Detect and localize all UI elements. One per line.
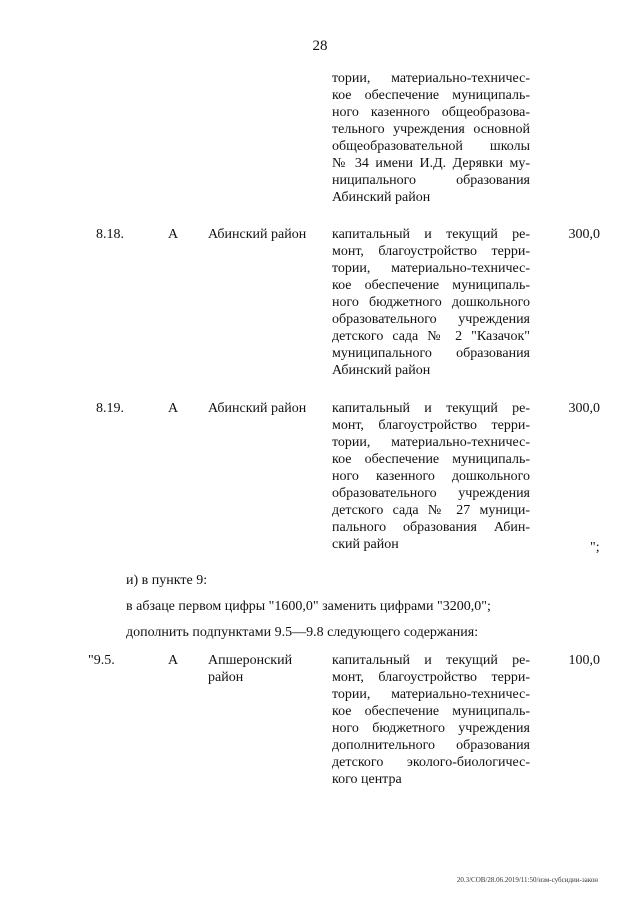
text-line: монт, благоустройство терри- (332, 670, 530, 685)
closing-quote-mark: "; (590, 540, 600, 555)
text-line: кое обеспечение муниципаль- (332, 452, 530, 467)
continued-description (332, 70, 530, 206)
row-district (208, 652, 326, 686)
amendment-paragraph: и) в пункте 9: (126, 573, 208, 588)
text-line: тории, материально-техничес- (332, 687, 530, 702)
text-line: ниципального образования (332, 173, 530, 188)
text-line: образовательного учреждения (332, 486, 530, 501)
row-description (332, 400, 530, 553)
row-category: А (168, 401, 179, 416)
text-line: ного бюджетного учреждения (332, 721, 530, 736)
text-line: капитальный и текущий ре- (332, 401, 530, 416)
text-line: № 34 имени И.Д. Дерявки му- (332, 156, 530, 171)
text-line: кое обеспечение муниципаль- (332, 88, 530, 103)
text-line: детского сада № 27 муници- (332, 503, 530, 518)
row-amount: 100,0 (568, 653, 600, 668)
text-line: монт, благоустройство терри- (332, 244, 530, 259)
amendment-paragraph: в абзаце первом цифры "1600,0" заменить цифрами "3200,0"; (126, 599, 491, 614)
text-line: пального образования Абин- (332, 520, 530, 535)
row-description (332, 226, 530, 379)
text-line: ного казенного дошкольного (332, 469, 530, 484)
row-number: "9.5. (88, 653, 115, 668)
row-number: 8.19. (96, 401, 124, 416)
row-category: А (168, 653, 179, 668)
district-line: район (208, 670, 244, 685)
text-line: кое обеспечение муниципаль- (332, 704, 530, 719)
district-line: Апшеронский (208, 653, 293, 668)
text-line: тории, материально-техничес- (332, 71, 530, 86)
text-line: Абинский район (332, 363, 431, 378)
row-amount: 300,0 (568, 227, 600, 242)
text-line: ного казенного общеобразова- (332, 105, 530, 120)
text-line: образовательного учреждения (332, 312, 530, 327)
text-line: Абинский район (332, 190, 431, 205)
text-line: капитальный и текущий ре- (332, 227, 530, 242)
row-number: 8.18. (96, 227, 124, 242)
row-category: А (168, 227, 179, 242)
text-line: тории, материально-техничес- (332, 261, 530, 276)
district-line: Абинский район (208, 227, 307, 242)
text-line: ский район (332, 537, 399, 552)
text-line: дополнительного образования (332, 738, 530, 753)
row-description (332, 652, 530, 788)
text-line: капитальный и текущий ре- (332, 653, 530, 668)
text-line: общеобразовательной школы (332, 139, 530, 154)
amendment-paragraph: дополнить подпунктами 9.5—9.8 следующего содержания: (126, 625, 479, 640)
text-line: монт, благоустройство терри- (332, 418, 530, 433)
document-footer: 20.3/СОВ/28.06.2019/11:50/изм-субсидии-закон (456, 876, 598, 884)
text-line: кого центра (332, 772, 402, 787)
text-line: тельного учреждения основной (332, 122, 530, 137)
row-district (208, 226, 326, 243)
row-amount: 300,0 (568, 401, 600, 416)
text-line: детского сада № 2 "Казачок" (332, 329, 530, 344)
row-district (208, 400, 326, 417)
district-line: Абинский район (208, 401, 307, 416)
text-line: ного бюджетного дошкольного (332, 295, 530, 310)
text-line: кое обеспечение муниципаль- (332, 278, 530, 293)
page-number: 28 (312, 38, 328, 54)
text-line: муниципального образования (332, 346, 530, 361)
text-line: детского эколого-биологичес- (332, 755, 530, 770)
text-line: тории, материально-техничес- (332, 435, 530, 450)
